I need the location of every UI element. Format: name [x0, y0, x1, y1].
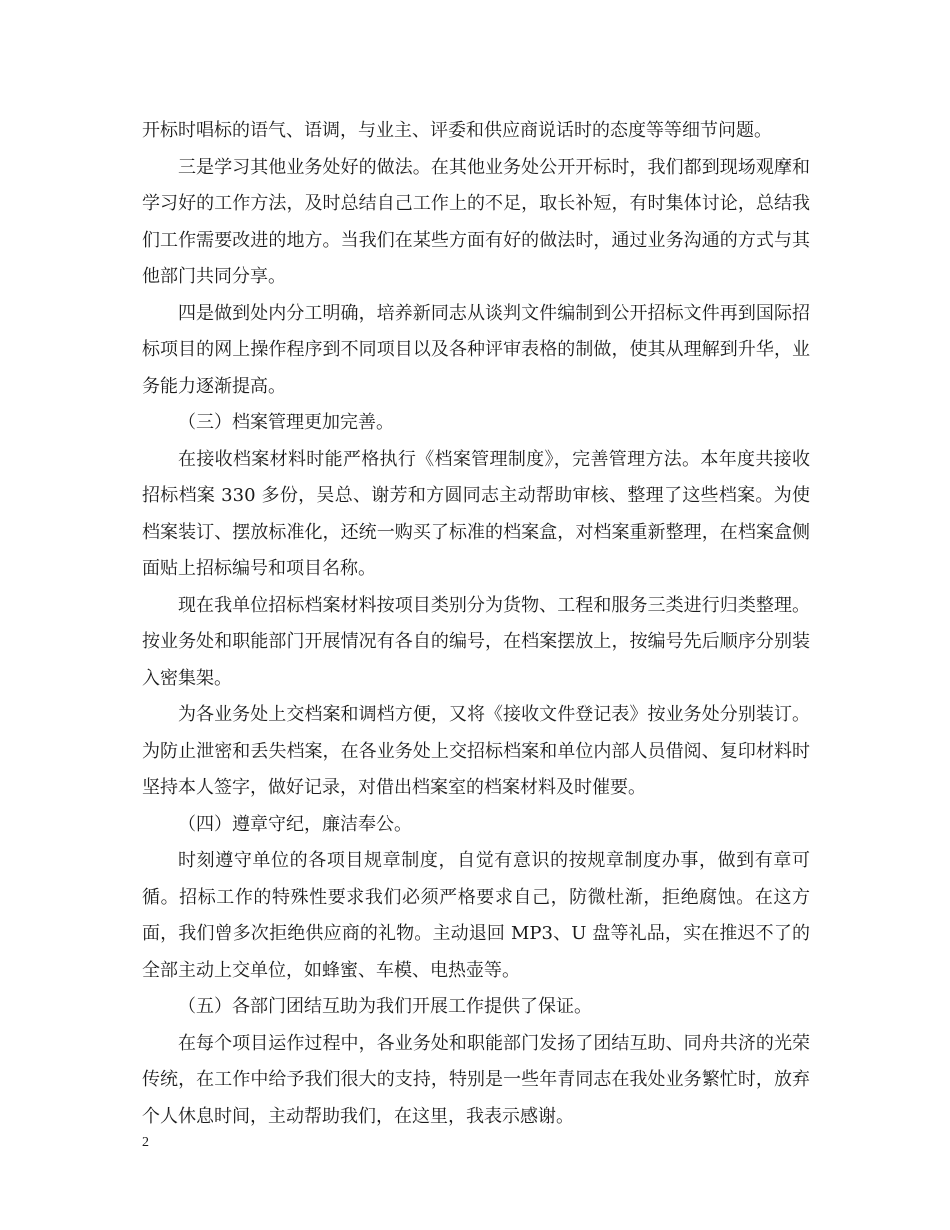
paragraph-teamwork: 在每个项目运作过程中，各业务处和职能部门发扬了团结互助、同舟共济的光荣传统，在工作中给予我们很大的支持，特别是一些年青同志在我处业务繁忙时，放弃个人休息时间，主动帮助我们，在这里，我表示感谢。 — [142, 1032, 810, 1127]
paragraph-archive-classification: 现在我单位招标档案材料按项目类别分为货物、工程和服务三类进行归类整理。按业务处和职能部门开展情况有各自的编号，在档案摆放上，按编号先后顺序分别装入密集架。 — [142, 594, 810, 689]
paragraph-learning-practices: 三是学习其他业务处好的做法。在其他业务处公开开标时，我们都到现场观摩和学习好的工作方法，及时总结自己工作上的不足，取长补短，有时集体讨论，总结我们工作需要改进的地方。当我们在某些方面有好的做法时，通过业务沟通的方式与其他部门共同分享。 — [142, 156, 810, 287]
paragraph-archive-receipt: 在接收档案材料时能严格执行《档案管理制度》，完善管理方法。本年度共接收招标档案 330 多份，吴总、谢芳和方圆同志主动帮助审核、整理了这些档案。为使档案装订、摆放标准化，还统一购买了标准的档案盒，对档案重新整理，在档案盒侧面贴上招标编号和项目名称。 — [142, 448, 810, 579]
paragraph-archive-binding: 为各业务处上交档案和调档方便，又将《接收文件登记表》按业务处分别装订。为防止泄密和丢失档案，在各业务处上交招标档案和单位内部人员借阅、复印材料时坚持本人签字，做好记录，对借出档案室的档案材料及时催要。 — [142, 704, 810, 798]
section-heading-discipline: （四）遵章守纪，廉洁奉公。 — [178, 813, 412, 835]
document-body — [142, 113, 810, 1135]
section-heading-archives: （三）档案管理更加完善。 — [178, 412, 394, 433]
section-heading-teamwork: （五）各部门团结互助为我们开展工作提供了保证。 — [178, 996, 592, 1017]
paragraph-continuation: 开标时唱标的语气、语调，与业主、评委和供应商说话时的态度等等细节问题。 — [142, 120, 772, 141]
paragraph-discipline: 时刻遵守单位的各项目规章制度，自觉有意识的按规章制度办事，做到有章可循。招标工作的特殊性要求我们必须严格要求自己，防微杜渐，拒绝腐蚀。在这方面，我们曾多次拒绝供应商的礼物。主动退回 MP3、U 盘等礼品，实在推迟不了的全部主动上交单位，如蜂蜜、车模、电热壶等。 — [142, 850, 810, 981]
paragraph-division-of-labor: 四是做到处内分工明确，培养新同志从谈判文件编制到公开招标文件再到国际招标项目的网上操作程序到不同项目以及各种评审表格的制做，使其从理解到升华，业务能力逐渐提高。 — [142, 302, 810, 397]
page-number: 2 — [142, 1135, 149, 1150]
